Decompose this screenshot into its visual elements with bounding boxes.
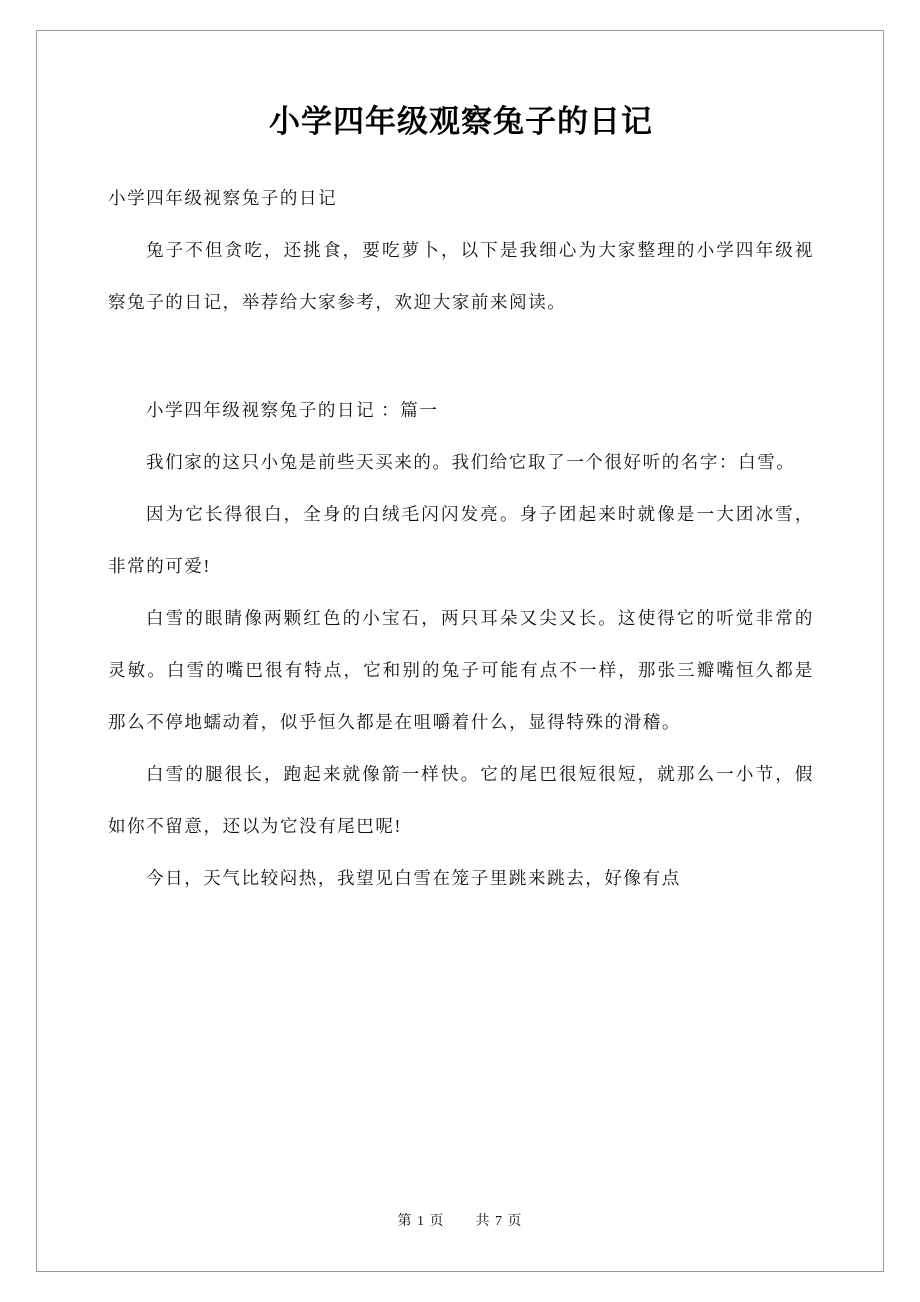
paragraph-section-heading: 小学四年级视察兔子的日记 ：篇一 (146, 400, 439, 421)
section-spacer (108, 328, 814, 384)
paragraph-body-3: 白雪的眼睛像两颗红色的小宝石，两只耳朵又尖又长。这使得它的听觉非常的灵敏。白雪的嘴巴很有特点，它和别的兔子可能有点不一样，那张三瓣嘴恒久都是那么不停地蠕动着，似乎恒久都是在咀嚼着什么，显得特殊的滑稽。 (108, 608, 814, 733)
paragraph-body-2: 因为它长得很白，全身的白绒毛闪闪发亮。身子团起来时就像是一大团冰雪，非常的可爱! (108, 504, 814, 577)
page-footer (0, 1210, 920, 1230)
footer-total-pages: 共 7 页 (475, 1214, 523, 1229)
paragraph-intro: 兔子不但贪吃，还挑食，要吃萝卜，以下是我细心为大家整理的小学四年级视察兔子的日记，举荐给大家参考，欢迎大家前来阅读。 (108, 240, 814, 313)
paragraph-body-1: 我们家的这只小兔是前些天买来的。我们给它取了一个很好听的名字：白雪。 (146, 452, 796, 473)
document-content (108, 96, 814, 904)
title-spacer (108, 146, 814, 172)
paragraph-body-4: 白雪的腿很长，跑起来就像箭一样快。它的尾巴很短很短，就那么一小节，假如你不留意，还以为它没有尾巴呢! (108, 764, 814, 837)
paragraph-body-5: 今日，天气比较闷热，我望见白雪在笼子里跳来跳去，好像有点 (146, 868, 681, 889)
paragraph-subtitle: 小学四年级视察兔子的日记 (108, 188, 338, 209)
page-title: 小学四年级观察兔子的日记 (269, 104, 653, 139)
footer-current-page: 第 1 页 (397, 1214, 445, 1229)
